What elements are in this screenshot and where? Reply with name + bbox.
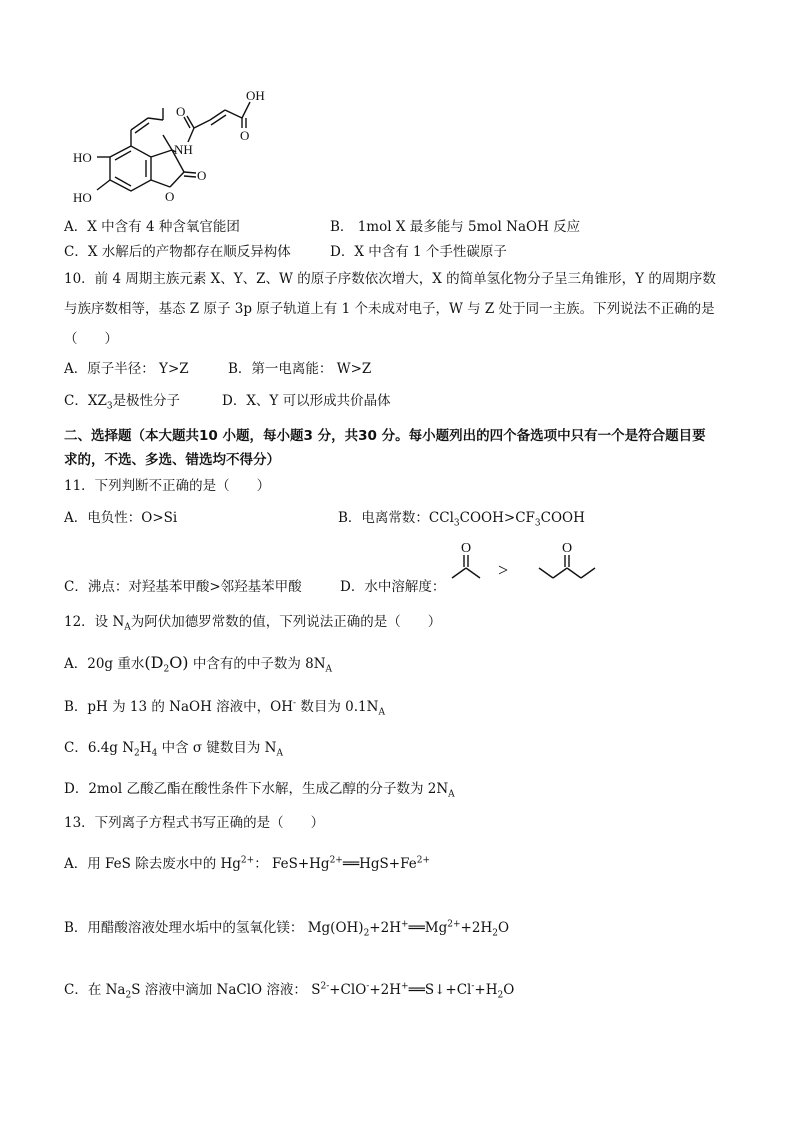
q13-a-t3: ══HgS+Fe [342,856,417,872]
q11-stem: 11．下列判断不正确的是（ ） [64,478,271,494]
q12-c-t3: 中含 σ 键数目为 N [157,740,277,756]
q12-option-c [64,736,283,759]
q11-option-a: A．电负性：O>Si [64,510,178,526]
q12-b-s: A [378,707,385,718]
q10-c-pre: C．XZ [64,393,107,409]
q13-b-t5: O [497,920,510,936]
ho-lower-label: HO [73,190,92,205]
acid-o-label: O [240,128,250,143]
q12-a-s2: A [325,664,333,675]
section2-heading-line1: 二、选择题（本大题共10 小题，每小题3 分，共30 分。每小题列出的四个备选项中只有一个是符合题目要 [64,428,706,444]
q11-option-d: D．水中溶解度： [340,579,446,595]
ketone-structures [446,538,606,588]
ring-o-label: O [165,189,175,204]
q13-c-s2: 2 [497,990,504,1001]
q12-c-s3: A [276,748,283,759]
q10-option-b: B．第一电离能： W>Z [228,361,372,377]
q12-b-t1: B．pH 为 13 的 NaOH 溶液中，OH [64,699,294,715]
q12-stem-sub: A [124,622,131,633]
section2-heading-line2: 求的，不选、多选、错选均不得分） [64,452,280,468]
q13-b-t4: +2H [460,920,493,936]
q11-option-c: C．沸点：对羟基苯甲酸>邻羟基苯甲酸 [64,579,302,595]
q10-option-a: A．原子半径： Y>Z [64,361,189,377]
oh-top-label: OH [246,88,265,103]
q13-stem: 13．下列离子方程式书写正确的是（ ） [64,815,325,831]
q10-stem-line1: 10．前 4 周期主族元素 X、Y、Z、W 的原子序数依次增大，X 的简单氢化物分子呈三角锥形，Y 的周期序数 [64,271,716,287]
q13-c-sup2: - [366,981,370,992]
q13-a-sup1: 2+ [240,855,255,866]
q12-a-t2: (D [144,653,164,672]
q12-option-d [64,777,455,800]
q12-option-a [64,652,332,675]
q13-b-sup2: 2+ [447,919,461,930]
nh-label: NH [174,142,193,157]
q13-a-sup3: 2+ [416,855,430,866]
molecule-structure [60,80,300,215]
q13-b-s2: 2 [492,928,498,939]
q13-c-sup1: 2- [320,981,330,992]
q12-c-s2: 4 [151,748,158,759]
q10-option-d: D．X、Y 可以形成共价晶体 [222,393,391,409]
q13-b-t1: B．用醋酸溶液处理水垢中的氢氧化镁： Mg(OH) [64,920,364,936]
q12-a-t1: A．20g 重水 [64,656,145,672]
q12-stem-post: 为阿伏加德罗常数的值，下列说法正确的是（ ） [130,614,442,630]
q12-a-s: 2 [163,664,170,675]
q11-b-post: COOH [540,510,585,526]
q13-option-a [64,852,430,872]
q13-option-b [64,916,509,939]
q13-option-c [64,978,514,1001]
q13-c-s1: 2 [125,990,132,1001]
greater-than-sign: > [498,560,509,580]
amide-o-label: O [176,104,186,119]
q11-b-pre: B．电离常数：CCl [338,510,454,526]
q10-c-post: 是极性分子 [112,393,181,409]
q13-c-t3: +ClO [329,982,367,998]
q10-stem-line2: 与族序数相等，基态 Z 原子 3p 原子轨道上有 1 个未成对电子，W 与 Z 处于同一主族。下列说法不正确的是 [64,301,715,317]
q12-c-t1: C．6.4g N [64,740,135,756]
q10-option-c [64,389,180,412]
q13-a-t1: A．用 FeS 除去废水中的 Hg [64,856,241,872]
carbonyl-o-label: O [197,168,207,183]
q12-b-sup: - [293,698,297,709]
q13-c-t6: +H [474,982,498,998]
q11-b-sub1: 3 [453,518,460,529]
q10-c-sub: 3 [106,401,113,412]
q12-option-b [64,695,385,718]
q13-b-t3: ══Mg [408,920,448,936]
q9-option-d: D．X 中含有 1 个手性碳原子 [330,244,507,260]
q12-b-t2: 数目为 0.1N [296,699,379,715]
q13-b-s1: 2 [363,928,370,939]
q13-c-t5: ══S↓+Cl [408,982,472,998]
q11-b-mid: COOH>CF [459,510,535,526]
q12-stem [64,610,441,633]
q13-c-sup3: + [401,981,409,992]
q13-a-sup2: 2+ [329,855,343,866]
q9-option-b: B． 1mol X 最多能与 5mol NaOH 反应 [330,219,581,235]
q13-c-t4: +2H [369,982,402,998]
acetone-o-label: O [461,541,472,556]
q13-c-t2: S 溶液中滴加 NaClO 溶液： S [131,982,321,998]
q11-option-b [338,506,585,529]
q12-a-t3: O) [169,653,189,672]
q12-d-t1: D．2mol 乙酸乙酯在酸性条件下水解，生成乙醇的分子数为 2N [64,781,449,797]
q13-b-t2: +2H [369,920,401,936]
q12-stem-pre: 12．设 N [64,614,125,630]
q13-a-t2: ： FeS+Hg [254,856,330,872]
q13-b-sup1: + [400,919,409,930]
ho-upper-label: HO [73,150,92,165]
q9-option-a: A．X 中含有 4 种含氧官能团 [64,219,240,235]
q13-c-sup4: - [471,981,475,992]
q11-b-sub2: 3 [534,518,541,529]
q12-c-s1: 2 [134,748,140,759]
q10-paren: （ ） [64,331,118,347]
q13-c-t7: O [503,982,515,998]
q12-a-t4: 中含有的中子数为 8N [188,656,326,672]
q12-c-t2: H [139,740,152,756]
q9-option-c: C．X 水解后的产物都存在顺反异构体 [64,244,291,260]
pentanone-o-label: O [562,541,573,556]
q13-c-t1: C．在 Na [64,982,126,998]
q12-d-s: A [448,789,455,800]
